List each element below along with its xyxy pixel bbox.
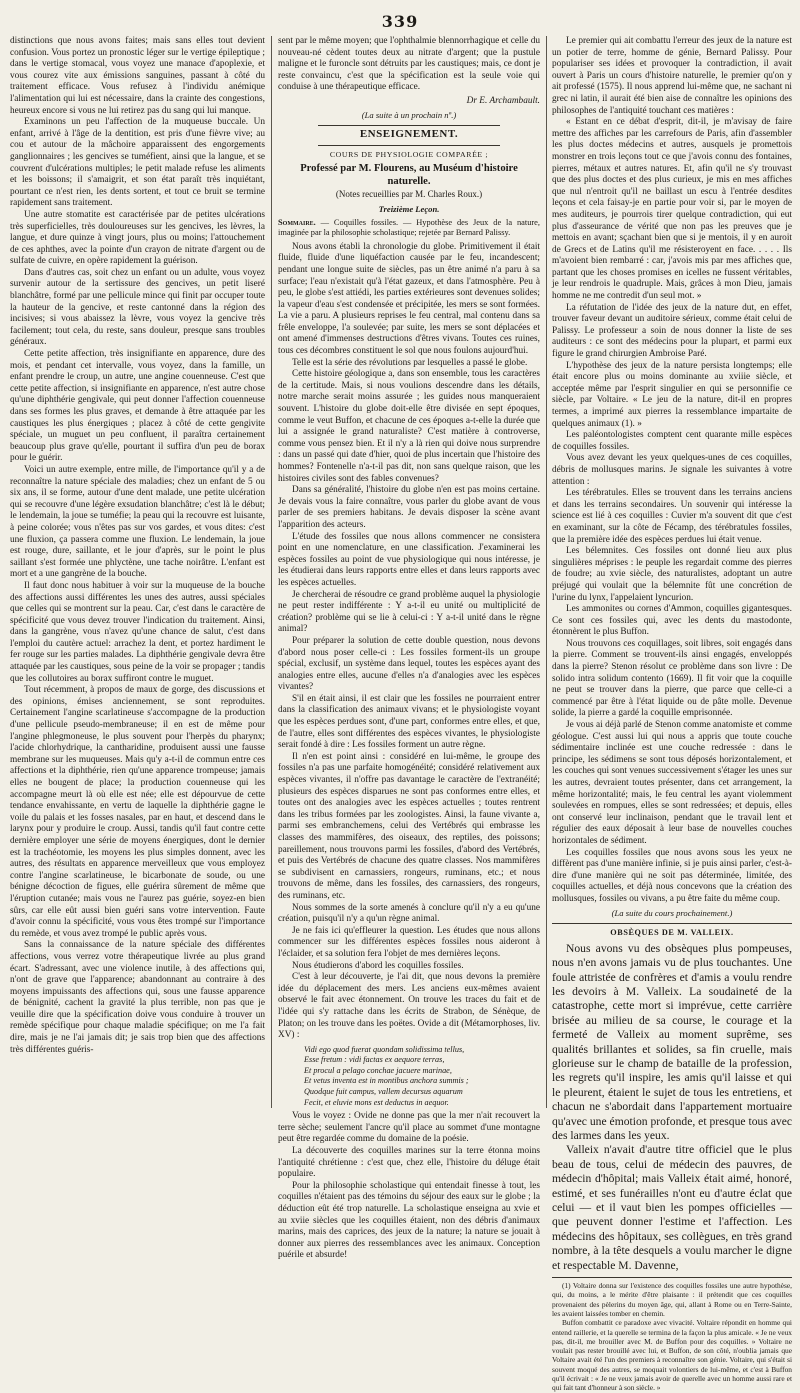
divider xyxy=(552,923,792,924)
paragraph: Voici un autre exemple, entre mille, de l'importance qu'il y a de reconnaître la nature spéciale des maladies; chez un enfant de 5 ou six ans, il se forme, autour d'une dent malade, une petite ulcération qui se recouvre d'une légère exsudation blanchâtre; c'est là le début; le lendemain, la joue se tuméfie; la peau qui la recouvre est luisante, à peine colorée; vous n'êtes pas sur vos gardes, et vous dites: c'est une fluxion, ça passera comme une fluxion. Le lendemain, la joue est rouge, dure, saillante, et le jour d'après, sur le point le plus saillant s'est formée une phlyctène, une tache noirâtre. L'enfant est mort et a une gangrène de la bouche. xyxy=(10,464,265,580)
paragraph: L'hypothèse des jeux de la nature persista longtemps; elle était encore plus ou moins dominante au xviiie siècle, et acceptée même par l'esprit singulier en qui se personnifie ce siècle, par Voltaire. « Le jeu de la nature, dit-il en propres termes, a imprimé aux pierres la ressemblance impartaite de quelques animaux (1). » xyxy=(552,360,792,429)
paragraph: L'étude des fossiles que nous allons commencer ne consistera point en une nomenclature, en une classification. J'examinerai les espèces fossiles au point de vue physiologique qui nous intéresse, je les étudierai dans leurs rapports entre elles et dans leurs rapports avec les espèces actuelles. xyxy=(278,531,540,588)
paragraph: Nous trouvons ces coquillages, soit libres, soit engagés dans la pierre. Comment se trouvent-ils ainsi engagés, enveloppés dans la pierre? Stenon résolut ce problème dans son livre : De solido intra solidum contento (1669). Il fit voir que la coquille ne peut se trouver dans la pierre, que parce que celle-ci a commencé par être à l'état liquide ou de pâte molle. Devenue solide, la pierre a gardé la coquille emprisonnée. xyxy=(552,638,792,719)
paragraph: Vous avez devant les yeux quelques-unes de ces coquilles, débris de mollusques marins. Je signale les suivantes à votre attention : xyxy=(552,453,792,487)
paragraph: Les coquilles fossiles que nous avons sous les yeux ne diffèrent pas d'une manière infinie, si je puis ainsi parler, c'est-à-dire d'une manière qui ne soit pas déterminée, limitée, des coquilles actuelles, et déjà nous concevons que la création des mollusques, fossiles ou vivans, a pu être faite du même coup. xyxy=(552,847,792,904)
paragraph: « Estant en ce débat d'esprit, dit-il, je m'avisay de faire mettre des affiches par les carrefours de Paris, afin d'assembler les plus doctes médecins et autres, ausquels je promettois monstrer en trois leçons tout ce que j'avois connu des fontaines, pierres, métaux et autres natures. Et, afin qu'il ne s'y trouvast que des plus doctes et des plus curieux, je mis en mes affiches que nul n'entroit qu'il ne baillast un escu à l'entrée desdites leçons et cela faisay-je en partie pour voir si, par le moyen de mes auditeurs, je pourrois tirer quelque contradiction, qui eut plus d'asseurance de vérité que non pas les preuves que je mettois en avant; sçachant bien que si je mentois, il y en auroit de Grecs et de Latins qu'il me résisteroyent en face. . . . . Ils m'avoient bien rembarré : car, j'avois mis par mes affiches que, partant que les choses promises en icelles ne fussent véritables, je leur rendrois le quadruple. Mais, grâces à mon Dieu, jamais homme ne me contredit d'un seul mot. » xyxy=(552,117,792,302)
verse-line: Vidi ego quod fuerat quondam solidissima tellus, xyxy=(304,1044,465,1054)
paragraph: Les ammonites ou cornes d'Ammon, coquilles gigantesques. Ce sont ces fossiles qui, avec les dents du mastodonte, étonnèrent le plus Buffon. xyxy=(552,604,792,638)
paragraph: Cette petite affection, très insignifiante en apparence, dure des mois, et pendant cet intervalle, vous voyez, dans la famille, un enfant prendre le croup, un autre, une angine couenneuse. C'est que cette petite affection, si insignifiante en apparence, n'est autre chose qu'une diphthérie gengivale, qui peut donner l'affection couenneuse dans ses formes les plus graves, et demande à être attaquée par les caustiques les plus énergiques ; placez à côté de cette gengivite spéciale, un muguet un peu confluent, il paraîtra certainement beaucoup plus grave qu'elle, pourtant il suffira d'un peu de borax pour le guérir. xyxy=(10,349,265,464)
column-divider xyxy=(271,36,272,1108)
paragraph: La réfutation de l'idée des jeux de la nature dut, en effet, trouver faveur devant un auditoire sérieux, comme était celui de Palissy. Le professeur a soin de nous donner la liste de ses auditeurs : ce sont des médecins pour la plupart, et parmi eux figure le grand chirurgien Ambroise Paré. xyxy=(552,302,792,360)
continued-note: (La suite à un prochain nº.) xyxy=(361,109,457,120)
lesson-title: Treizième Leçon. xyxy=(378,203,440,214)
paragraph: Dans d'autres cas, soit chez un enfant ou un adulte, vous voyez survenir autour de la sertissure des gencives, un petit liseré blanchâtre, formé par une pellicule mince qui finit par occuper toute la hauteur de la gencive, et reste cantonné dans la région des incisives; si vous abaissez la lèvre, vous voyez la gencive très facilement; tout cela, du reste, sans douleur, presque sans troubles généraux. xyxy=(10,267,265,348)
paragraph: La découverte des coquilles marines sur la terre étonna moins l'antiquité chrétienne : c'est que, chez elle, l'histoire du déluge était populaire. xyxy=(278,1146,540,1180)
section-heading: ENSEIGNEMENT. xyxy=(359,128,459,141)
obituary-body xyxy=(552,942,792,1273)
continued-note: (La suite du cours prochainement.) xyxy=(611,907,733,918)
paragraph: Tout récemment, à propos de maux de gorge, des discussions et des opinions, émises anciennement, se sont reproduites. Certainement l'angine scarlatineuse s'accompagne de la production d'une pellicule pseudo-membraneuse; il en est de même pour l'angine phlegmoneuse, le plus souvent pour l'herpès du pharynx; l'acide chlorhydrique, la cantharidine, produisent aussi une fausse membrane sur les muqueuses. Mais qu'y a-t-il de commun entre ces affections et la diphthérie, rien qu'une apparence trompeuse; jamais elles ne bougent de place; la production couenneuse qui les accompagne meurt là où elle est née; elle est dépourvue de cette tendance envahissante, en vertu de laquelle la diphthérie gagne le voile du palais et les fosses nasales, par en haut, et descend dans le larynx pour y produire le croup. Aussi, tandis qu'il faut contre cette dernière employer une série de moyens énergiques, dont le dernier est la trachéotomie, les moyens les plus simples donnent, avec les autres, des résultats en apparence merveilleux que vous employez contre l'angine scarlatineuse, le bicarbonate de soude, ou une bénigne décoction de figues, elle guérira sûrement de même que l'éruption cutanée; mais vous ne l'aurez pas guérie, soyez-en bien sûrs, car elle eût aussi bien guéri sans votre intervention. Faute d'avoir connu la spécificité, vous vous êtes trompé sur l'importance du remède, et vous avez trompé le public après vous. xyxy=(10,685,265,939)
paragraph: Dans sa généralité, l'histoire du globe n'en est pas moins certaine. Je devais vous la faire connaître, vous parler du globe avant de vous parler de ses premiers habitans. Je devais disposer la scène avant l'apparition des acteurs. xyxy=(278,485,540,530)
paragraph: Je ne fais ici qu'effleurer la question. Les études que nous allons commencer sur les différentes espèces fossiles nous aideront à l'éclaider, et sa solution fera l'objet de mes dernières leçons. xyxy=(278,925,540,959)
paragraph: Les paléontologistes comptent cent quarante mille espèces de coquilles fossiles. xyxy=(552,430,792,452)
paragraph: Sans la connaissance de la nature spéciale des différentes affections, vous verrez votre thérapeutique livrée au plus grand écart. S'adressant, avec une violence inutile, à des affections qui, n'ont de grave que l'apparence; abandonnant au contraire à des moyens impuissants des affections qui, sous une fausse apparence de bénignité, cachent la gravité la plus terrible, non pas que je veuille dire que la spécification doive vous conduire à trouver un remède spécifique pour chaque maladie spécifique; on me l'a fait dire, mais je ne l'ai jamais dit; je sais trop bien que des affections très différentes guéris- xyxy=(10,940,265,1055)
course-title: COURS DE PHYSIOLOGIE COMPARÉE ; xyxy=(329,149,489,159)
paragraph: Valleix n'avait d'autre titre officiel que le plus beau de tous, celui de médecin des pauvres, de médecin d'hôpital; mais Valleix était aimé, honoré, estimé, et ses funérailles n'ont eu d'autre éclat que celui — et il vaut bien les pompes officielles — que peuvent donner l'estime et l'affection. Les médecins des hôpitaux, ses collègues, en très grand nombre, à la tête desquels a voulu marcher le digne et respectable M. Davenne, xyxy=(552,1143,792,1272)
column-1 xyxy=(10,36,265,1108)
divider xyxy=(318,145,500,146)
verse-line: Et vetus inventa est in montibus anchora summis ; xyxy=(304,1076,469,1086)
paragraph: Vous le voyez : Ovide ne donne pas que la mer n'ait recouvert la terre sèche; seulement l'ancre qu'il place au sommet d'une montagne peut être regardée comme du domaine de la poésie. xyxy=(278,1111,540,1145)
paragraph: Les térébratules. Elles se trouvent dans les terrains anciens et dans les terrains secondaires. Un souvenir qui intéresse la science est lié à ces coquilles : Cuvier m'a souvent dit que c'est en examinant, sur la côte de Fécamp, des térébratules fossiles, que la première idée des espèces perdues lui était venue. xyxy=(552,488,792,545)
summary xyxy=(278,218,540,239)
verse-line: Quodque fuit campus, vallem decursus aquarum xyxy=(304,1087,463,1097)
column-3 xyxy=(552,36,792,1393)
paragraph: Il faut donc nous habituer à voir sur la muqueuse de la bouche des affections aussi différentes les unes des autres, aussi spéciales que celles qui se montrent sur la peau. Car, c'est dans le caractère de spécificité que vous devez trouver l'indication du traitement. Ainsi, dans la gangrène, vous n'avez qu'une chance de salut, c'est dans l'emploi du cautère actuel: arrachez la dent, et portez hardiment le fer rouge sur les parties malades. La diphthérie gengivale devra être attaquée par les caustiques, sous peine de la voir se propager ; tandis que les collutoires au borax suffiront contre le muguet. xyxy=(10,580,265,684)
verse-line: Et procul a pelago conchae jacuere marinae, xyxy=(304,1065,452,1075)
column-2 xyxy=(278,36,540,1261)
paragraph: Nous avons établi la chronologie du globe. Primitivement il était fluide, fluide d'une liquéfaction causée par le feu, incandescent; pendant une longue suite de siècles, pas un être animé n'a paru à sa surface; l'eau n'existait qu'à l'état gazeux, et dans l'atmosphère. Peu à peu, le globe s'est attiédi, les parties extérieures sont devenues solides; la vapeur d'eau s'est condensée et précipitée, les mers se sont formées. La vie a paru. A plusieurs reprises le feu central, mal contenu dans sa frêle enveloppe, l'a soulevée; par suite, les mers se sont déplacées et ont amené d'immenses destructions d'êtres vivans. Toutes ces ruines, tous ces décombres constituent le sol que nous foulons aujourd'hui. xyxy=(278,241,540,357)
paragraph: Nous avons vu des obsèques plus pompeuses, nous n'en avons jamais vu de plus touchantes. Une foule attristée de confrères et d'amis a voulu rendre les devoirs à M. Valleix. La soudaineté de la catastrophe, cette mort si imprévue, cette carrière brisée au milieu de sa course, le courage et la fermeté de Valleix au moment suprême, ses qualités brillantes et solides, sa fin cruelle, mais glorieuse sur le champ de bataille de la profession, les regrets qu'il inspire, les amis qu'il laisse et qui le pleurent, étaient le sujet de tous les entretiens, et chacun ne s'abordait dans l'appartement mortuaire qu'avec une émotion profonde, et presque tous avec des larmes dans les yeux. xyxy=(552,941,792,1142)
obituary-heading: OBSÈQUES DE M. VALLEIX. xyxy=(610,928,734,938)
paragraph: Une autre stomatite est caractérisée par de petites ulcérations très superficielles, très douloureuses sur les gencives, les lèvres, la langue, et dure quinze à vingt jours, plus ou moins; l'attouchement de ces aphthes, avec la pointe d'un crayon de nitrate d'argent ou de sulfate de cuivre, en opère rapidement la guérison. xyxy=(10,209,265,267)
paragraph: Nous sommes de la sorte amenés à conclure qu'il n'y a eu qu'une création, puisqu'il n'y a qu'un règne animal. xyxy=(278,902,540,925)
paragraph: Telle est la série des révolutions par lesquelles a passé le globe. xyxy=(292,357,528,368)
author-signature: Dr E. Archambault. xyxy=(466,95,540,106)
paragraph: Il n'en est point ainsi : considéré en lui-même, le groupe des fossiles n'a pas une parfaite homogénéité; considéré relativement aux espèces vivantes, il n'offre pas davantage le caractère de l'extranéité; plusieurs des espèces disparues ne sont pas conformes entre elles, et toutes ont des analogies avec les espèces actuelles ; toutes rentrent dans les tribus formées par les zoologistes. Ainsi, la faune vivante a, parmi ses embranchemens, celui des Vertébrés qui embrasse les classes des mammifères, des oiseaux, des reptiles, des poissons; pareillement, nous trouvons parmi les fossiles, d'abord des Vertébrés, et puis des Vertébrés de chacune des quatre classes. Nos mammifères se subdivisent en carnassiers, rongeurs, ruminans, etc.; et nous trouvons de même, dans les fossiles, des carnassiers, des rongeurs, des ruminans, etc. xyxy=(278,751,540,901)
verse-line: Esse fretum : vidi factas ex aequore terras, xyxy=(304,1055,445,1065)
paragraph: C'est à leur découverte, je l'ai dit, que nous devons la première idée du déplacement des mers. Les anciens eux-mêmes avaient observé le fait avec étonnement. On trouve les traces du fait et de l'idée qui s'y rattache dans les écrits de Strabon, de Sénèque, de Platon; on les trouve dans les poëtes. Ovide a dit (Métamorphoses, liv. XV) : xyxy=(278,972,540,1041)
footnote-paragraph: Buffon combattit ce paradoxe avec vivacité. Voltaire répondit en homme qui entend raillerie, et la querelle se termina de la façon la plus amicale. « Je ne veux pas, dit-il, me brouiller avec M. de Buffon pour des coquilles. » Voltaire ne voulait pas rester brouillé avec lui, et Buffon, de son côté, n'oublia jamais que Voltaire avait été l'un des premiers à reconnaître son génie. Voltaire, qui s'était si souvent moqué des autres, se moquait volontiers de lui-même, et c'est à Buffon qu'il écrivait : « Je ne veux jamais avoir de querelle avec un homme aussi rare et qui fait tant d'honneur à son siècle. » xyxy=(552,1318,792,1393)
verse-line: Fecit, et eluvie mons est deductus in aequor. xyxy=(304,1097,449,1107)
footnote-paragraph: (1) Voltaire donna sur l'existence des coquilles fossiles une autre hypothèse, qui, du moins, a le mérite d'être plaisante : il prétendit que ces coquilles provenaient des pèlerins du moyen âge, qui, allant à Rome ou en Terre-Sainte, les avaient laissées tomber en chemin. xyxy=(552,1281,792,1318)
paragraph: Pour la philosophie scholastique qui entendait finesse à tout, les coquilles n'étaient pas des témoins du séjour des eaux sur le globe ; la déduction eût été trop naturelle. La scholastique enseigna au xvie et au xviie siècles que les coquilles étaient, non des débris d'animaux marins, mais des caprices, des jeux de la nature; la nature se jouait à donner aux pierres des ressemblances avec les animaux. Conception puérile et absurde! xyxy=(278,1180,540,1261)
notes-credit: (Notes recueillies par M. Charles Roux.) xyxy=(335,189,483,200)
paragraph: Le premier qui ait combattu l'erreur des jeux de la nature est un potier de terre, homme de génie, Bernard Palissy. Pour populariser ses idées et provoquer la contradiction, il avait ouvert à Paris un cours d'histoire naturelle, le premier qu'on y ait professé (1575). Il nous apprend lui-même que, ne sachant ni grec ni latin, il aurait été bien aise de connaître les opinions des philosophes de l'antiquité touchant ces matières : xyxy=(552,36,792,116)
professor-line: Professé par M. Flourens, au Muséum d'histoire naturelle. xyxy=(300,163,518,188)
paragraph: Pour préparer la solution de cette double question, nous devons d'abord nous poser celle-ci : Les fossiles forment-ils un groupe spécial, exclusif, un système dans lequel, toutes les espèces ayant des analogies entre elles, aucune d'elles n'a d'analogies avec les espèces vivantes? xyxy=(278,635,540,693)
page-number: 339 xyxy=(381,12,419,31)
paragraph: distinctions que nous avons faites; mais sans elles tout devient confusion. Vous portez un pronostic léger sur le vertige épileptique ; dans le vertige stomacal, vous voyez une manace d'apoplexie, et vous courez vite aux émissions sanguines, passant à côté du traitement efficace. Vous refusez à l'individu anémique l'alimentation qui lui est nécessaire, dans la crainte des congestions, heureux encore si vous ne lui retirez pas du sang qui lui manque. xyxy=(10,36,265,116)
divider xyxy=(318,125,500,126)
summary-text: — Coquilles fossiles. — Hypothèse des Jeux de la nature, imaginée par la philosophie scholastique; rejetée par Bernard Palissy. xyxy=(278,217,540,238)
paragraph: S'il en était ainsi, il est clair que les fossiles ne pourraient entrer dans la classification des animaux vivans; et le physiologiste voyant que les espèces perdues sont, d'une part, conformes entre elles, et que, de l'autre, elles sont différentes des espèces vivantes, le physiologiste serait fondé à dire : Les fossiles forment un autre règne. xyxy=(278,693,540,751)
paragraph: Je chercherai de résoudre ce grand problème auquel la physiologie ne peut rester indifférente : Y a-t-il eu unité ou multiplicité de création? problème qui se lie à celui-ci : Y a-t-il unité dans le règne animal? xyxy=(278,589,540,635)
paragraph: Les bélemnites. Ces fossiles ont donné lieu aux plus singulières méprises : le peuple les regardait comme des pierres de foudre; au xvie siècle, des naturalistes, adoptant un autre préjugé qui voulait que la bélemnite fût une concrétion de l'urine du lynx, l'appelaient lyncurion. xyxy=(552,546,792,603)
summary-label: Sommaire. xyxy=(278,217,316,227)
paragraph: Nous étudierons d'abord les coquilles fossiles. xyxy=(292,960,464,971)
paragraph: Examinons un peu l'affection de la muqueuse buccale. Un enfant, arrivé à l'âge de la dentition, est pris d'une fièvre vive; au cou et autour de la mâchoire apparaissent des engorgements ganglionnaires ; les gencives se tuméfient, ainsi que la langue, et se couvrent d'ulcérations multiples; le petit malade refuse les aliments et les boissons; il s'amaigrit, et son état paraît très inquiétant, pourtant ce n'est rien, les dents sortent, et tout ce bruit se termine rapidement sans traitement. xyxy=(10,117,265,209)
footnote xyxy=(552,1277,792,1393)
paragraph: sent par le même moyen; que l'ophthalmie blennorrhagique et celle du nouveau-né cèdent toutes deux au nitrate d'argent; que la pustule maligne et le furoncle sont détruits par les caustiques; mais, ce dont je reste convaincu, c'est que la spécification est la seule voie qui conduise à une thérapeutique efficace. xyxy=(278,36,540,93)
latin-verses xyxy=(304,1045,540,1109)
paragraph: Cette histoire géologique a, dans son ensemble, tous les caractères de la certitude. Mais, si nous voulions descendre dans les détails, notre marche serait moins assurée ; les guides nous manqueraient souvent. L'histoire du globe doit-elle être divisée en sept époques, comme le veut Buffon, et chacune de ces époques a-t-elle la durée que lui a assignée le grand naturaliste? C'est matière à controverse, comme vous pensez bien. Et il n'y a là rien qui doive nous surprendre : dans un passé qui date d'hier, quoi de plus incertain que l'histoire des hommes? Fontenelle n'a-t-il pas dit, non sans quelque raison, que les histoires civiles sont des fables convenues? xyxy=(278,369,540,484)
column-divider xyxy=(546,36,547,1108)
paragraph: Je vous ai déjà parlé de Stenon comme anatomiste et comme géologue. C'est aussi lui qui nous a appris que toute couche sédimentaire inclinée est une couche redressée : dans le principe, les sédimens se sont tous déposés horizontalement, et les couches qui sont venues successivement s'étager les unes sur les autres, devraient toutes présenter, dans cet arrangement, la même horizontalité; mais, le feu central les ayant violemment soulevées en rompues, elles se sont redressées; et depuis, elles ont conservé leur inclinaison, pendant que le travail lent et régulier des eaux déposait à leur base de nouvelles couches horizontales de sédiment. xyxy=(552,720,792,846)
